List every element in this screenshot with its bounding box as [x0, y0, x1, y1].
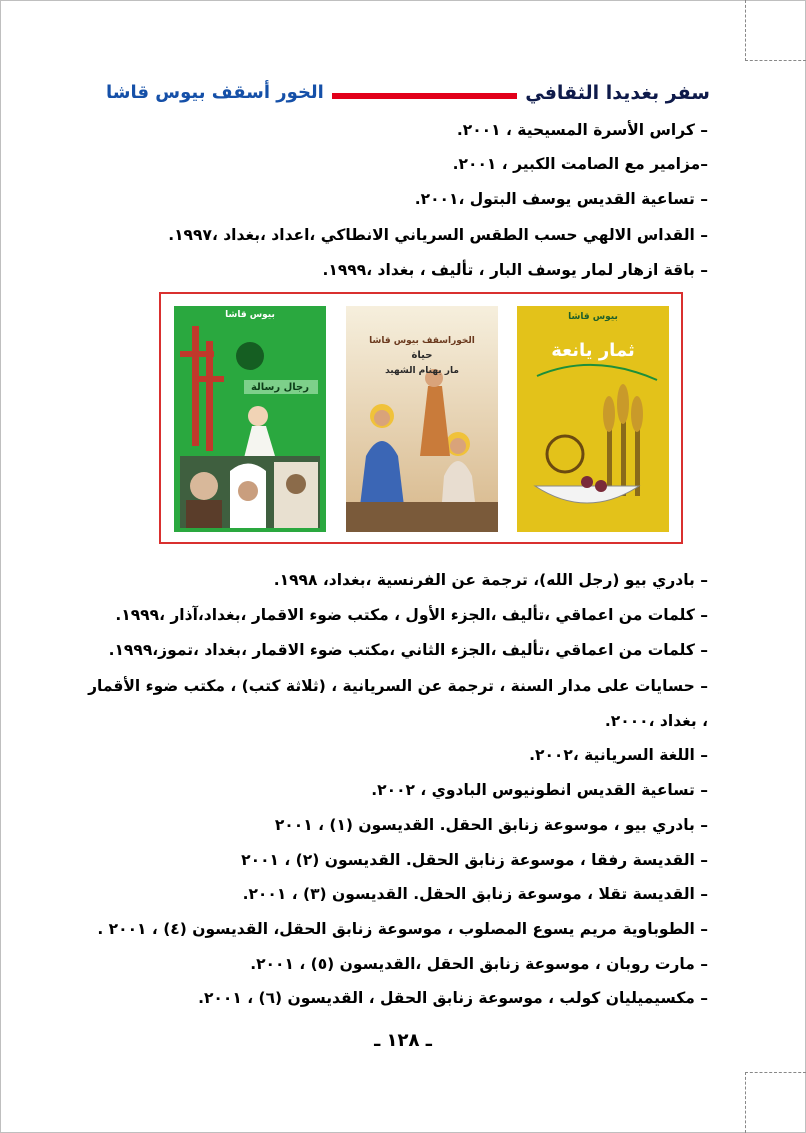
- cover-author: بيوس قاشا: [568, 312, 618, 322]
- book-cover-rijal-risala: [174, 306, 326, 532]
- list-item: – القداس الالهي حسب الطقس السرياني الانطاكي ،اعداد ،بغداد ،١٩٩٧.: [168, 226, 708, 244]
- cover-author: بيوس قاشا: [225, 310, 275, 320]
- list-item: – الطوباوية مريم يسوع المصلوب ، موسوعة زنابق الحقل، القديسون (٤) ، ٢٠٠١ .: [97, 920, 708, 938]
- list-item: – مكسيميليان كولب ، موسوعة زنابق الحقل ، القديسون (٦) ، ٢٠٠١.: [198, 989, 708, 1007]
- list-item: – القديسة تقلا ، موسوعة زنابق الحقل. القديسون (٣) ، ٢٠٠١.: [242, 885, 708, 903]
- list-item: – تساعية القديس انطونيوس البادوي ، ٢٠٠٢.: [371, 781, 708, 799]
- list-item: – بادري بيو (رجل الله)، ترجمة عن الفرنسية ،بغداد، ١٩٩٨.: [273, 571, 708, 589]
- list-item: – حسايات على مدار السنة ، ترجمة عن السريانية ، (ثلاثة كتب) ، مكتب ضوء الأقمار: [88, 677, 708, 695]
- cover-title: حياة: [411, 350, 433, 361]
- cover-title: ثمار يانعة: [551, 340, 635, 361]
- list-item-continuation: ، بغداد ،٢٠٠٠.: [604, 712, 708, 730]
- list-item: – باقة ازهار لمار يوسف البار ، تأليف ، بغداد ،١٩٩٩.: [322, 261, 708, 279]
- list-item: – كلمات من اعماقي ،تأليف ،الجزء الثاني ،مكتب ضوء الاقمار ،بغداد ،تموز،١٩٩٩.: [108, 641, 708, 659]
- page-number: ـ ١٢٨ ـ: [374, 1030, 432, 1051]
- book-covers-figure: [159, 292, 683, 544]
- list-item: – كلمات من اعماقي ،تأليف ،الجزء الأول ، مكتب ضوء الاقمار ،بغداد،آذار ،١٩٩٩.: [115, 606, 708, 624]
- book-cover-thimar-yania: [517, 306, 669, 532]
- list-item: – تساعية القديس يوسف البتول ،٢٠٠١.: [414, 190, 708, 208]
- list-item: –مزامير مع الصامت الكبير ، ٢٠٠١.: [452, 155, 708, 173]
- list-item: – اللغة السريانية ،٢٠٠٢.: [529, 746, 708, 764]
- list-item: – القديسة رفقا ، موسوعة زنابق الحقل. القديسون (٢) ، ٢٠٠١: [241, 851, 708, 869]
- cover-illustration: [174, 306, 326, 532]
- cover-author: الخوراسقف بيوس قاشا: [369, 336, 475, 346]
- header-author: الخور أسقف بيوس قاشا: [98, 80, 332, 106]
- list-item: – بادري بيو ، موسوعة زنابق الحقل. القديسون (١) ، ٢٠٠١: [274, 816, 708, 834]
- list-item: – مارت روبان ، موسوعة زنابق الحقل ،القديسون (٥) ، ٢٠٠١.: [250, 955, 708, 973]
- header-book-title: سفر بغديدا الثقافي: [517, 80, 710, 106]
- book-cover-mar-behnam: [346, 306, 498, 532]
- cover-subtitle: مار بهنام الشهيد: [385, 366, 459, 376]
- list-item: – كراس الأسرة المسيحية ، ٢٠٠١.: [456, 121, 708, 139]
- cover-title: رجال رسالة: [250, 382, 310, 393]
